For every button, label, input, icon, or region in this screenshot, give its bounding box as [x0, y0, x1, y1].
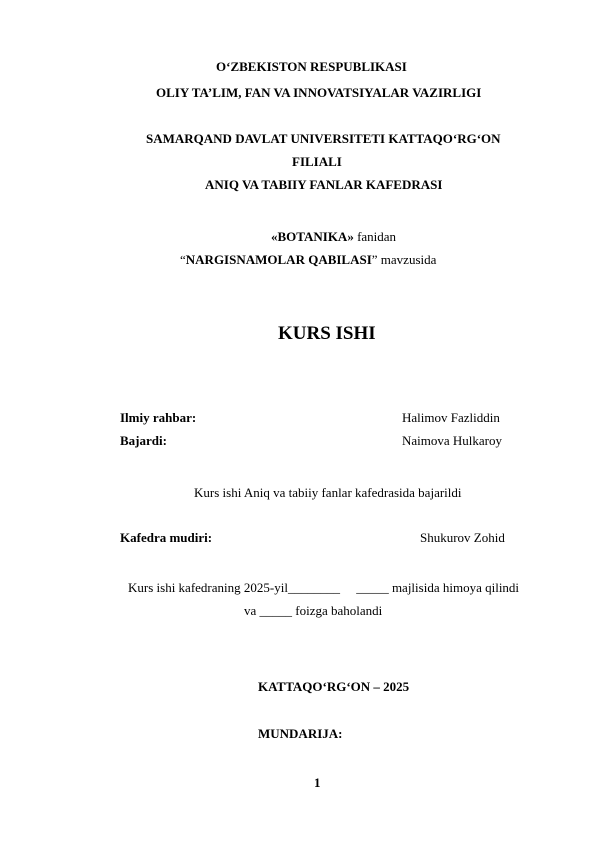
topic-open-quote: “	[180, 252, 186, 267]
republic-heading: O‘ZBEKISTON RESPUBLIKASI	[216, 59, 407, 74]
topic-name: NARGISNAMOLAR QABILASI	[185, 252, 372, 267]
supervisor-name: Halimov Fazliddin	[402, 410, 500, 425]
document-title: KURS ISHI	[278, 323, 376, 344]
subject-line	[271, 229, 396, 245]
head-of-department-label: Kafedra mudiri:	[120, 530, 213, 545]
page-number: 1	[314, 775, 321, 790]
completed-statement: Kurs ishi Aniq va tabiiy fanlar kafedrasida bajarildi	[194, 485, 462, 500]
author-label: Bajardi:	[120, 433, 167, 448]
branch-heading: FILIALI	[292, 154, 342, 169]
ministry-heading: OLIY TA’LIM, FAN VA INNOVATSIYALAR VAZIRLIGI	[156, 85, 482, 100]
contents-heading: MUNDARIJA:	[258, 726, 343, 741]
subject-suffix: fanidan	[353, 229, 397, 244]
author-name: Naimova Hulkaroy	[402, 433, 503, 448]
supervisor-label: Ilmiy rahbar:	[120, 410, 197, 425]
grade-statement: va _____ foizga baholandi	[244, 603, 383, 618]
place-year: KATTAQO‘RG‘ON – 2025	[258, 679, 410, 694]
department-heading: ANIQ VA TABIIY FANLAR KAFEDRASI	[205, 177, 443, 192]
university-heading: SAMARQAND DAVLAT UNIVERSITETI KATTAQO‘RG‘ON	[146, 131, 501, 146]
defense-statement: Kurs ishi kafedraning 2025-yil________ _____ majlisida himoya qilindi	[128, 580, 520, 595]
topic-suffix: ” mavzusida	[371, 252, 437, 267]
subject-name: «BOTANIKA»	[271, 229, 354, 244]
topic-line	[180, 252, 436, 268]
head-of-department-name: Shukurov Zohid	[420, 530, 505, 545]
